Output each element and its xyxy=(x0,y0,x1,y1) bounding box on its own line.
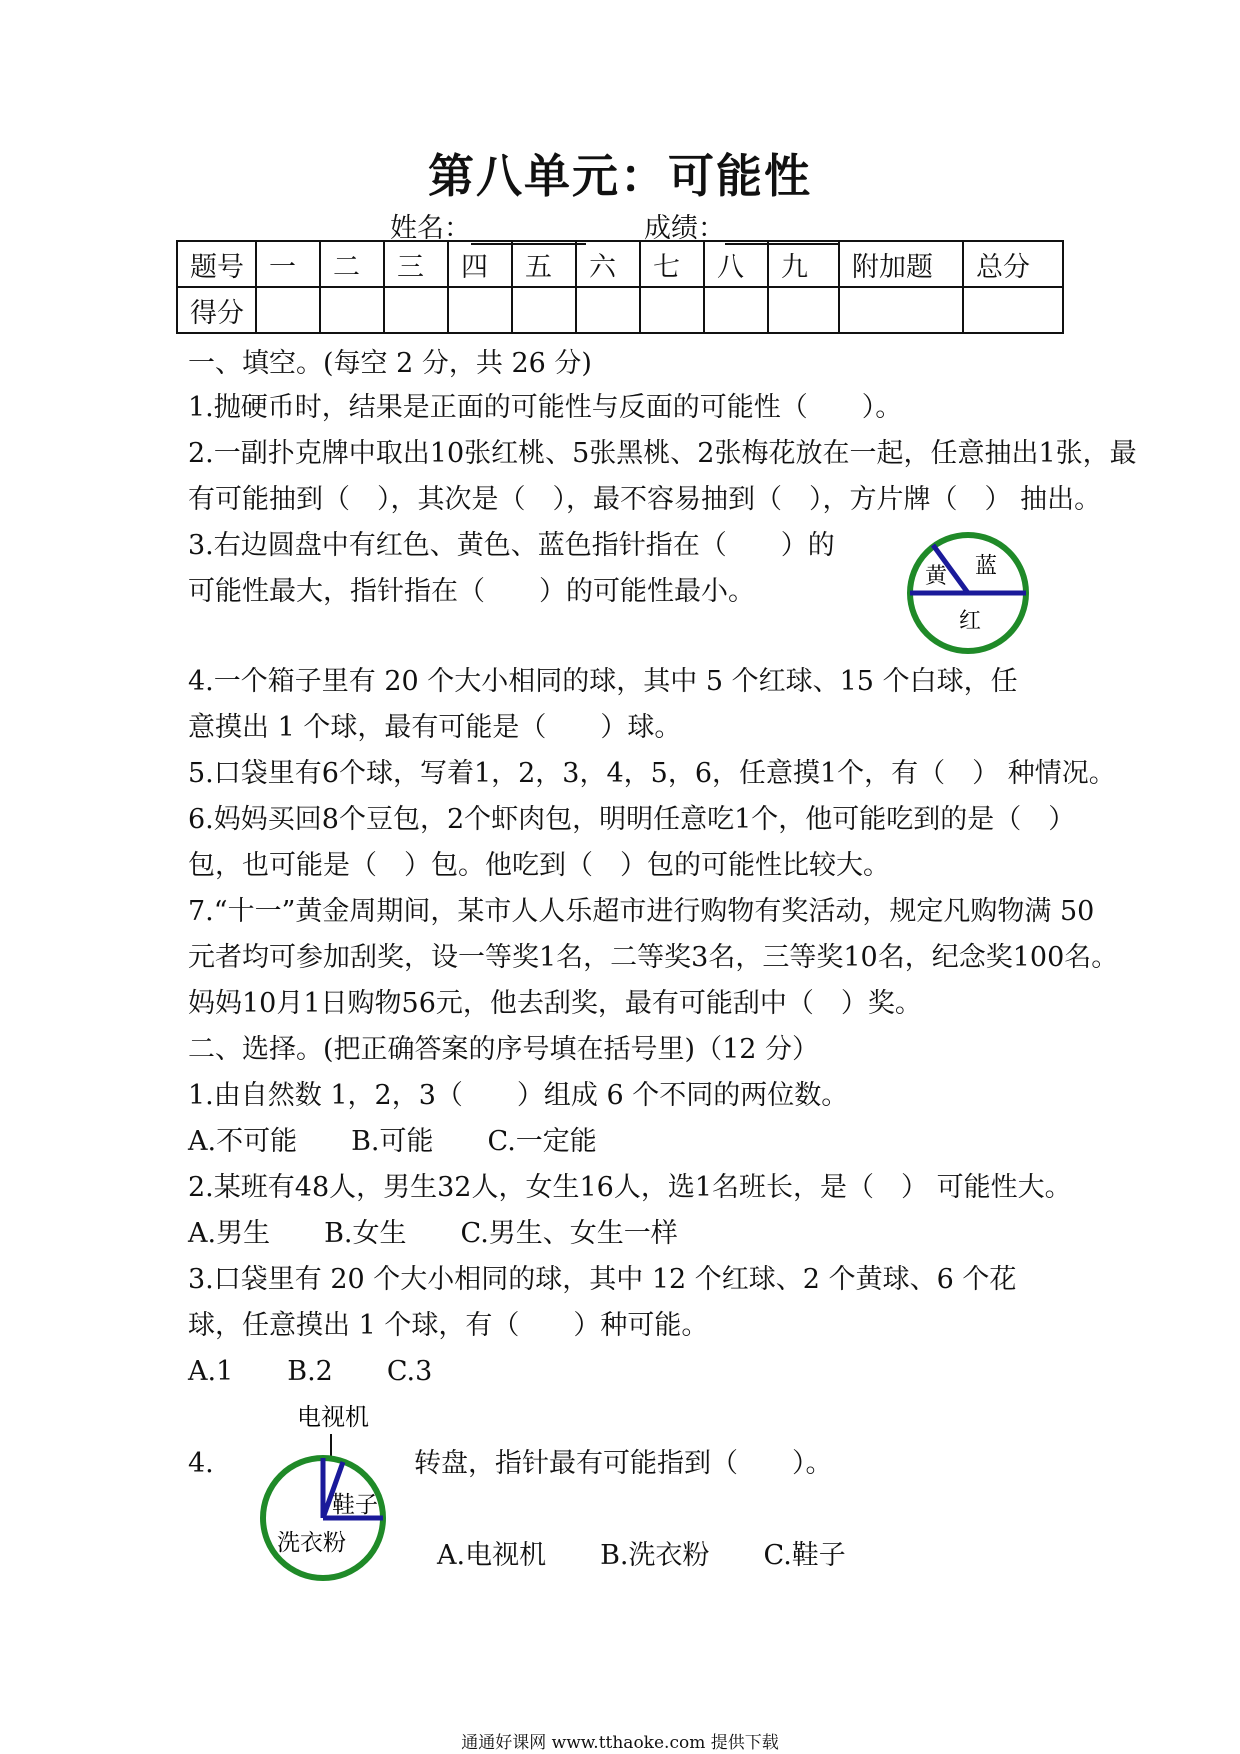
question-line: 3.口袋里有 20 个大小相同的球，其中 12 个红球、2 个黄球、6 个花 xyxy=(188,1264,1017,1295)
question-line: 3.右边圆盘中有红色、黄色、蓝色指针指在（ ）的 xyxy=(188,530,835,561)
score-cell: 题号 xyxy=(177,241,256,287)
score-input-cell[interactable] xyxy=(640,287,704,333)
score-cell: 八 xyxy=(704,241,768,287)
score-cell: 一 xyxy=(256,241,320,287)
score-cell: 六 xyxy=(576,241,640,287)
question-line: 元者均可参加刮奖，设一等奖1名，二等奖3名，三等奖10名，纪念奖100名。 xyxy=(188,942,1119,973)
disk-label-yellow: 黄 xyxy=(925,564,948,589)
score-input-cell[interactable] xyxy=(448,287,512,333)
score-cell: 四 xyxy=(448,241,512,287)
question-line: 有可能抽到（ ），其次是（ ），最不容易抽到（ ），方片牌（ ） 抽出。 xyxy=(188,484,1102,515)
options-line: A.不可能 B.可能 C.一定能 xyxy=(188,1126,597,1157)
question-line: 可能性最大，指针指在（ ）的可能性最小。 xyxy=(188,576,755,607)
question-line: 妈妈10月1日购物56元，他去刮奖，最有可能刮中（ ）奖。 xyxy=(188,988,922,1019)
footer-source: 通通好课网 www.tthaoke.com 提供下载 xyxy=(461,1733,779,1753)
question-line: 7.“十一”黄金周期间，某市人人乐超市进行购物有奖活动，规定凡购物满 50 xyxy=(188,896,1095,927)
score-input-cell[interactable] xyxy=(963,287,1063,333)
score-cell: 七 xyxy=(640,241,704,287)
question-line: 意摸出 1 个球，最有可能是（ ）球。 xyxy=(188,712,682,743)
score-table xyxy=(176,240,1064,334)
question-line: 包，也可能是（ ）包。他吃到（ ）包的可能性比较大。 xyxy=(188,850,890,881)
score-cell: 九 xyxy=(768,241,839,287)
spinner-label-tv: 电视机 xyxy=(297,1403,369,1431)
score-table-header-row xyxy=(177,241,1063,287)
score-cell: 三 xyxy=(384,241,448,287)
score-cell: 总分 xyxy=(963,241,1063,287)
name-label: 姓名： xyxy=(390,213,471,244)
page-title: 第八单元：可能性 xyxy=(428,149,812,203)
question-line: 5.口袋里有6个球，写着1，2，3，4，5，6，任意摸1个，有（ ） 种情况。 xyxy=(188,758,1116,789)
question-line: 1.由自然数 1，2，3（ ）组成 6 个不同的两位数。 xyxy=(188,1080,849,1111)
score-cell: 二 xyxy=(320,241,384,287)
score-row-label: 得分 xyxy=(177,287,256,333)
q4-number: 4. xyxy=(188,1448,214,1479)
score-input-cell[interactable] xyxy=(576,287,640,333)
score-table-score-row xyxy=(177,287,1063,333)
score-cell: 五 xyxy=(512,241,576,287)
score-input-cell[interactable] xyxy=(384,287,448,333)
prize-spinner-diagram xyxy=(255,1400,405,1590)
score-input-cell[interactable] xyxy=(768,287,839,333)
score-input-cell[interactable] xyxy=(839,287,963,333)
question-line: 球，任意摸出 1 个球，有（ ）种可能。 xyxy=(188,1310,709,1341)
question-line: 2.一副扑克牌中取出10张红桃、5张黑桃、2张梅花放在一起，任意抽出1张，最 xyxy=(188,438,1137,469)
spinner-label-detergent: 洗衣粉 xyxy=(277,1530,346,1556)
disk-label-red: 红 xyxy=(959,609,982,634)
score-cell: 附加题 xyxy=(839,241,963,287)
question-line: 2.某班有48人，男生32人，女生16人，选1名班长，是（ ） 可能性大。 xyxy=(188,1172,1072,1203)
color-disk-diagram xyxy=(903,528,1033,658)
question-line: 1.抛硬币时，结果是正面的可能性与反面的可能性（ ）。 xyxy=(188,392,903,423)
section2-heading: 二、选择。(把正确答案的序号填在括号里)（12 分） xyxy=(188,1034,820,1065)
score-input-cell[interactable] xyxy=(704,287,768,333)
q4-text: 转盘，指针最有可能指到（ ）。 xyxy=(414,1448,833,1479)
options-line: A.1 B.2 C.3 xyxy=(188,1356,433,1387)
score-input-cell[interactable] xyxy=(512,287,576,333)
disk-label-blue: 蓝 xyxy=(975,554,998,579)
spinner-label-shoes: 鞋子 xyxy=(332,1492,378,1518)
score-input-cell[interactable] xyxy=(320,287,384,333)
score-label: 成绩： xyxy=(644,213,725,244)
question-line: 6.妈妈买回8个豆包，2个虾肉包，明明任意吃1个，他可能吃到的是（ ） xyxy=(188,804,1076,835)
score-input-cell[interactable] xyxy=(256,287,320,333)
section1-heading: 一、填空。(每空 2 分，共 26 分) xyxy=(188,348,592,379)
question-line: 4.一个箱子里有 20 个大小相同的球，其中 5 个红球、15 个白球，任 xyxy=(188,666,1018,697)
options-line: A.男生 B.女生 C.男生、女生一样 xyxy=(188,1218,678,1249)
options-line: A.电视机 B.洗衣粉 C.鞋子 xyxy=(437,1540,846,1571)
